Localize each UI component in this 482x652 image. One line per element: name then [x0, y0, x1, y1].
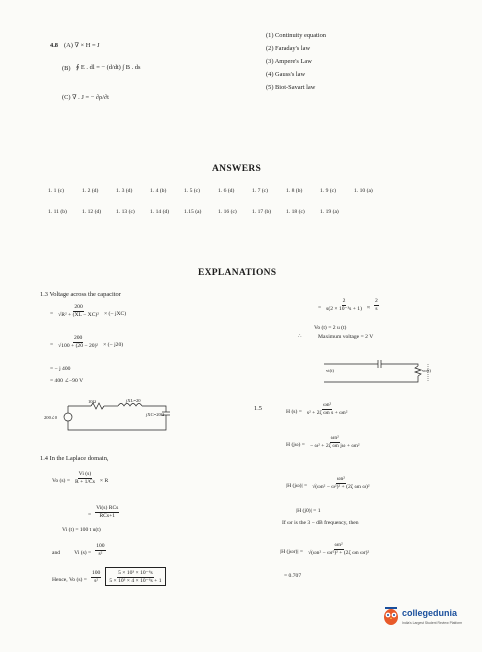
- q14-eq4-num: 100: [96, 542, 105, 549]
- answer-item: 1. 7 (c): [252, 188, 268, 194]
- rc-vi-label: vi(t): [326, 368, 334, 373]
- q15-hjw-num: ωn²: [330, 434, 339, 441]
- q14-eq1-tail: × R: [99, 478, 109, 484]
- question-number: 4.8: [50, 42, 58, 49]
- r13-eq1-den2: s: [375, 305, 378, 312]
- q14-eq1-lhs: Vo (s) =: [52, 478, 70, 484]
- answer-item: 1. 13 (c): [116, 209, 135, 215]
- answer-item: 1. 5 (c): [184, 188, 200, 194]
- answer-item: 1. 6 (d): [218, 188, 235, 194]
- logo-wordmark: collegedunia: [402, 608, 458, 618]
- q13-eq1-den: √R² + (XL − XC)²: [58, 311, 99, 318]
- q15-mag: [286, 474, 371, 492]
- owl-mascot-icon: [382, 606, 400, 626]
- q14-eq1-num: Vi (s): [78, 470, 92, 477]
- r13-eq1-num2: 2: [375, 297, 378, 304]
- q15-mag2-den: √(ωn² − ωr²)² + (2ζ ωn ωr)²: [308, 549, 370, 556]
- q14-eq5: [52, 568, 166, 586]
- q15-hs-lhs: H (s) =: [286, 409, 302, 415]
- q14-eq5-bracket: [105, 567, 165, 586]
- match-item-b-label: (B): [62, 65, 71, 72]
- q13-eq1-tail: × (− jXC): [103, 311, 127, 317]
- q14-eq3: Vi (t) = 100 t u(t): [62, 527, 101, 533]
- circuit-inductor-label: jXL=20: [126, 398, 141, 403]
- q15-h0: |H (j0)| = 1: [296, 508, 321, 514]
- answer-item: 1. 10 (a): [354, 188, 373, 194]
- q15-hjw-lhs: H (jω) =: [286, 442, 305, 448]
- q14-eq5-bnum: 5 × 10³ × 10⁻⁶s: [118, 569, 153, 576]
- q13-eq3: = − j 400: [50, 366, 71, 372]
- q14-eq4: [52, 541, 106, 559]
- logo-tagline: India's Largest Student Review Platform: [402, 621, 463, 625]
- q14-eq1: [52, 469, 108, 487]
- circuit-source-label: 200∠0: [44, 415, 58, 420]
- match-item-b: ∮ E . dl = − (d/dt) ∫ B . ds: [76, 64, 141, 71]
- q15-condition: If ωr is the 3 − dB frequency, then: [282, 520, 359, 526]
- answer-item: 1. 19 (a): [320, 209, 339, 215]
- q13-eq2: = $\frac{200}{\text{√100 + (20 − 20)²}}$ × (− j20): [50, 334, 124, 349]
- q14-eq4-lhs: Vi (s) =: [74, 550, 92, 556]
- q15-mag2: [280, 540, 370, 558]
- q15-mag-den: √(ωn² − ω²)² + (2ζ ωn ω)²: [312, 483, 370, 490]
- option-1: (1) Continuity equation: [266, 32, 326, 39]
- q13-eq2-den: √100 + (20 − 20)²: [58, 342, 99, 349]
- rc-circuit-diagram: [318, 352, 438, 386]
- q14-and: and: [52, 550, 61, 556]
- option-5: (5) Biot-Savart law: [266, 84, 316, 91]
- answer-item: 1. 3 (d): [116, 188, 133, 194]
- option-2: (2) Faraday's law: [266, 45, 311, 52]
- q15-hs: [286, 400, 348, 418]
- q15-mag-num: ωn²: [336, 475, 345, 482]
- rc-vo-label: vo(t): [422, 368, 431, 373]
- match-item-c: (C) ∇ . J = − ∂ρ/∂t: [62, 94, 109, 101]
- option-3: (3) Ampere's Law: [266, 58, 312, 65]
- q15-mag2-lhs: |H (jωr)| =: [280, 549, 304, 555]
- q15-number: 1.5: [254, 405, 262, 412]
- answer-item: 1. 9 (c): [320, 188, 336, 194]
- q14-title: 1.4 In the Laplace domain,: [40, 455, 109, 462]
- q13-eq4: = 400 ∠−90 V: [50, 378, 84, 384]
- q15-result: = 0.707: [284, 573, 302, 579]
- q14-eq1-den: R + 1/Cs: [74, 478, 95, 485]
- answers-heading: ANSWERS: [212, 164, 262, 174]
- r13-eq1: = $\frac{2}{\text{s(2 × 10⁻³s + 1)}}$ ≈ $\frac{2}{s}$: [318, 297, 378, 312]
- r13-eq2: Vo (t) = 2 u (t): [314, 325, 347, 331]
- q13-eq1: = $\frac{200}{\text{√R² + (XL − XC)²}}$ × (− jXC): [50, 303, 127, 318]
- answer-item: 1. 18 (c): [286, 209, 305, 215]
- answer-item: 1. 1 (c): [48, 188, 64, 194]
- q14-eq4-den: s²: [98, 550, 103, 557]
- q15-mag-lhs: |H (jω)| =: [286, 483, 308, 489]
- answers-row-1: [48, 188, 388, 194]
- option-4: (4) Gauss's law: [266, 71, 306, 78]
- collegedunia-logo: [382, 604, 476, 638]
- r13-approx: ≈: [366, 305, 371, 311]
- answer-item: 1. 17 (b): [252, 209, 272, 215]
- answer-item: 1. 14 (d): [150, 209, 170, 215]
- q14-eq5-bden: 5 × 10³ × 4 × 10⁻⁶s + 1: [109, 577, 162, 584]
- answer-item: 1. 12 (d): [82, 209, 102, 215]
- answer-item: 1.15 (a): [184, 209, 202, 215]
- q15-hjw-den: − ω² + 2ζ ωn jω + ωn²: [309, 442, 360, 449]
- q14-eq5-den: s²: [94, 577, 99, 584]
- circuit-capacitor-label: jXC=20Ω: [146, 412, 165, 417]
- q15-mag2-num: ωn²: [334, 541, 343, 548]
- q14-eq5-lhs: Hence, Vo (s) =: [52, 577, 87, 583]
- q14-eq5-num: 100: [91, 569, 101, 576]
- answer-item: 1. 16 (c): [218, 209, 237, 215]
- q13-title: 1.3 Voltage across the capacitor: [40, 291, 121, 298]
- answer-item: 1. 8 (b): [286, 188, 303, 194]
- q15-hs-num: ωn²: [323, 401, 332, 408]
- q14-eq2: = $\frac{\text{Vi(s) RCs}}{\text{RCs+1}}$: [88, 504, 119, 519]
- r13-eq1-den: s(2 × 10⁻³s + 1): [326, 305, 362, 312]
- q13-eq2-num: 200: [73, 334, 83, 341]
- q14-eq2-den: RCs+1: [99, 512, 116, 519]
- answer-item: 1. 2 (d): [82, 188, 99, 194]
- answers-row-2: [48, 209, 354, 215]
- q15-hjw: [286, 433, 361, 451]
- circuit-resistor-label: 10Ω: [88, 399, 97, 404]
- q13-eq1-num: 200: [74, 303, 83, 310]
- explanations-heading: EXPLANATIONS: [198, 268, 277, 278]
- q14-eq2-num: Vi(s) RCs: [96, 504, 119, 511]
- answer-item: 1. 4 (b): [150, 188, 167, 194]
- match-item-a: (A) ∇ × H = J: [64, 42, 100, 49]
- therefore-symbol: ∴: [298, 334, 302, 340]
- r13-eq3: Maximum voltage = 2 V: [318, 334, 374, 340]
- rlc-circuit-diagram: [58, 398, 180, 438]
- r13-eq1-num: 2: [342, 297, 346, 304]
- q15-hs-den: s² + 2ζ ωn s + ωn²: [306, 409, 348, 416]
- q13-eq2-tail: × (− j20): [103, 342, 124, 348]
- answer-item: 1. 11 (b): [48, 209, 67, 215]
